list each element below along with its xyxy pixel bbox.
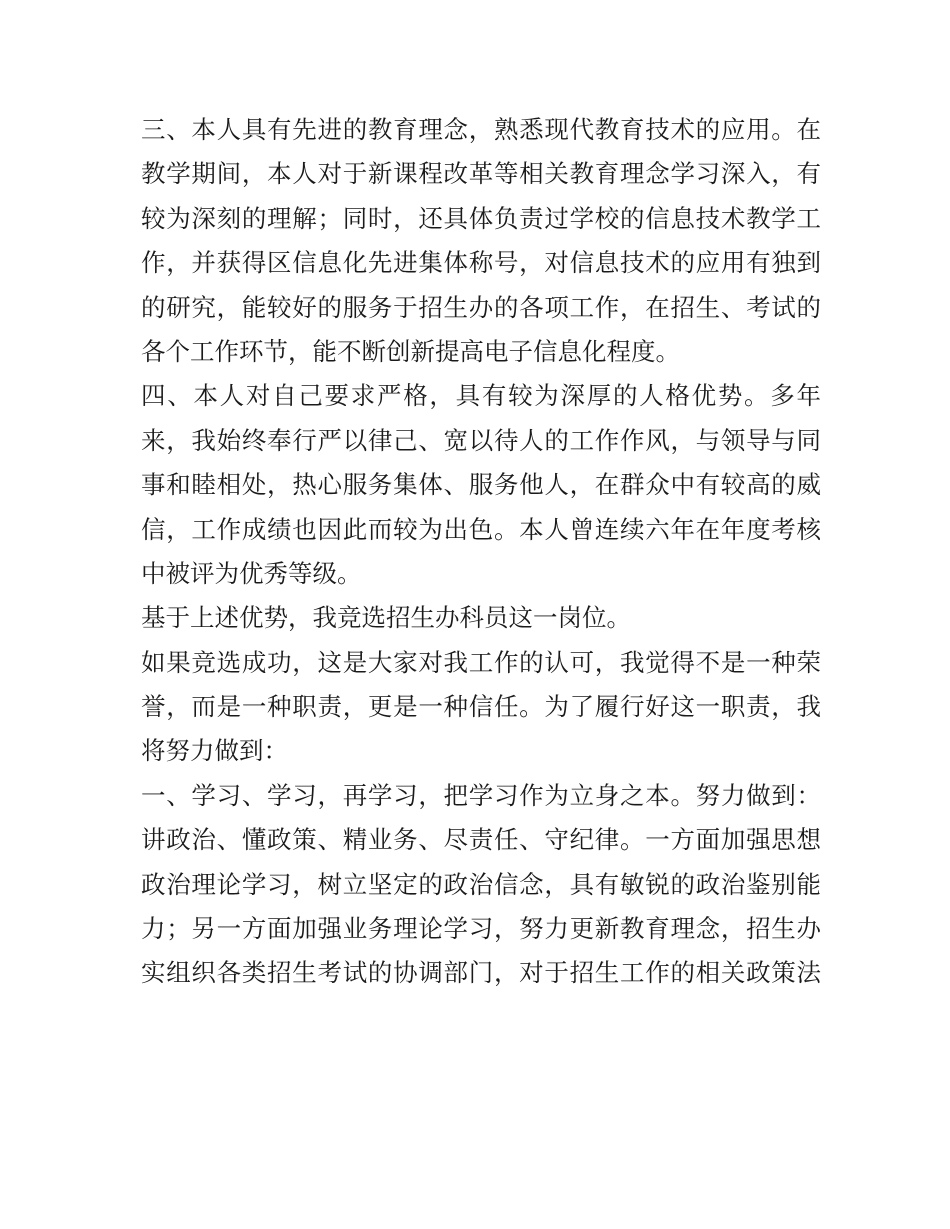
text-line: 政治理论学习，树立坚定的政治信念，具有敏锐的政治鉴别能 — [141, 869, 821, 899]
body-text — [141, 108, 821, 996]
text-line: 较为深刻的理解；同时，还具体负责过学校的信息技术教学工 — [141, 203, 821, 233]
text-line: 力；另一方面加强业务理论学习，努力更新教育理念，招生办 — [141, 914, 821, 944]
text-line: 各个工作环节，能不断创新提高电子信息化程度。 — [141, 336, 680, 366]
text-line: 事和睦相处，热心服务集体、服务他人，在群众中有较高的威 — [141, 470, 821, 500]
text-line: 的研究，能较好的服务于招生办的各项工作，在招生、考试的 — [141, 292, 821, 322]
text-line: 三、本人具有先进的教育理念，熟悉现代教育技术的应用。在 — [141, 115, 821, 144]
text-line: 来，我始终奉行严以律己、宽以待人的工作作风，与领导与同 — [141, 425, 821, 455]
text-line: 教学期间，本人对于新课程改革等相关教育理念学习深入，有 — [141, 159, 821, 189]
text-line: 誉，而是一种职责，更是一种信任。为了履行好这一职责，我 — [141, 692, 821, 722]
text-line: 实组织各类招生考试的协调部门，对于招生工作的相关政策法 — [141, 958, 821, 988]
text-line: 将努力做到： — [141, 736, 288, 766]
text-line: 讲政治、懂政策、精业务、尽责任、守纪律。一方面加强思想 — [141, 825, 821, 855]
text-line: 基于上述优势，我竞选招生办科员这一岗位。 — [141, 603, 631, 633]
text-line: 信，工作成绩也因此而较为出色。本人曾连续六年在年度考核 — [141, 514, 821, 544]
text-line: 一、学习、学习，再学习，把学习作为立身之本。努力做到： — [141, 780, 821, 810]
text-line: 如果竞选成功，这是大家对我工作的认可，我觉得不是一种荣 — [141, 647, 821, 677]
text-line: 作，并获得区信息化先进集体称号，对信息技术的应用有独到 — [141, 248, 821, 278]
text-line: 四、本人对自己要求严格，具有较为深厚的人格优势。多年 — [141, 381, 821, 411]
text-line: 中被评为优秀等级。 — [141, 558, 362, 588]
